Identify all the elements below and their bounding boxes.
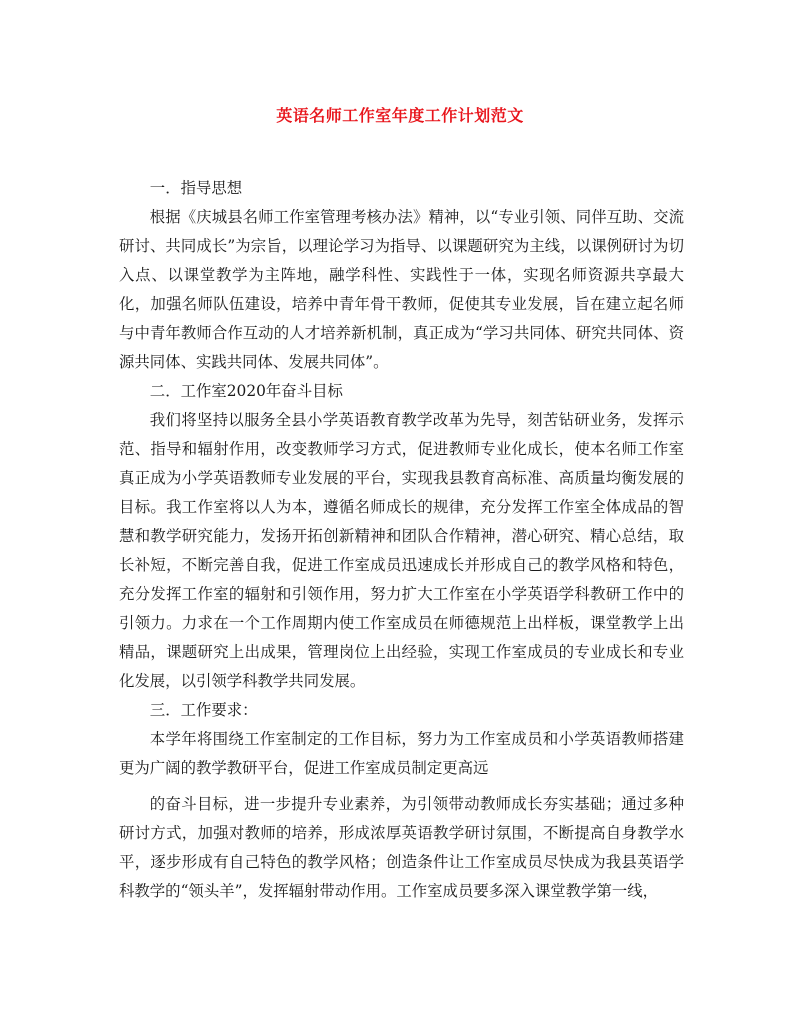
section-heading-requirements: 三．工作要求： xyxy=(149,701,258,719)
paragraph-goals: 我们将坚持以服务全县小学英语教育教学改革为先导，刻苦钻研业务，发挥示范、指导和辐射作用，改变教师学习方式，促进教师专业化成长，使本名师工作室真正成为小学英语教师专业发展的平台，实现我县教育高标准、高质量均衡发展的目标。我工作室将以人为本，遵循名师成长的规律，充分发挥工作室全体成品的智慧和教学研究能力，发扬开拓创新精神和团队合作精神，潜心研究、精心总结，取长补短，不断完善自我，促进工作室成员迅速成长并形成自己的教学风格和特色，充分发挥工作室的辐射和引领作用，努力扩大工作室在小学英语学科教研工作中的引领力。力求在一个工作周期内使工作室成员在师德规范上出样板，课堂教学上出精品，课题研究上出成果，管理岗位上出经验，实现工作室成员的专业成长和专业化发展，以引领学科教学共同发展。 xyxy=(119,411,684,690)
document-body xyxy=(119,174,684,906)
paragraph-requirements-2: 的奋斗目标，进一步提升专业素养，为引领带动教师成长夯实基础；通过多种研讨方式，加强对教师的培养，形成浓厚英语教学研讨氛围，不断提高自身教学水平，逐步形成有自己特色的教学风格；创造条件让工作室成员尽快成为我县英语学科教学的“领头羊”，发挥辐射带动作用。工作室成员要多深入课堂教学第一线， xyxy=(119,795,684,900)
paragraph-requirements-1: 本学年将围绕工作室制定的工作目标，努力为工作室成员和小学英语教师搭建更为广阔的教学教研平台，促进工作室成员制定更高远 xyxy=(119,730,684,777)
section-heading-guiding-thought: 一．指导思想 xyxy=(149,179,243,197)
document-title: 英语名师工作室年度工作计划范文 xyxy=(276,106,524,125)
section-heading-goals: 二．工作室2020年奋斗目标 xyxy=(149,382,343,400)
paragraph-guiding-thought: 根据《庆城县名师工作室管理考核办法》精神，以“专业引领、同伴互助、交流研讨、共同成长”为宗旨，以理论学习为指导、以课题研究为主线，以课例研讨为切入点、以课堂教学为主阵地，融学科性、实践性于一体，实现名师资源共享最大化，加强名师队伍建设，培养中青年骨干教师，促使其专业发展，旨在建立起名师与中青年教师合作互动的人才培养新机制，真正成为“学习共同体、研究共同体、资源共同体、实践共同体、发展共同体”。 xyxy=(119,208,684,371)
